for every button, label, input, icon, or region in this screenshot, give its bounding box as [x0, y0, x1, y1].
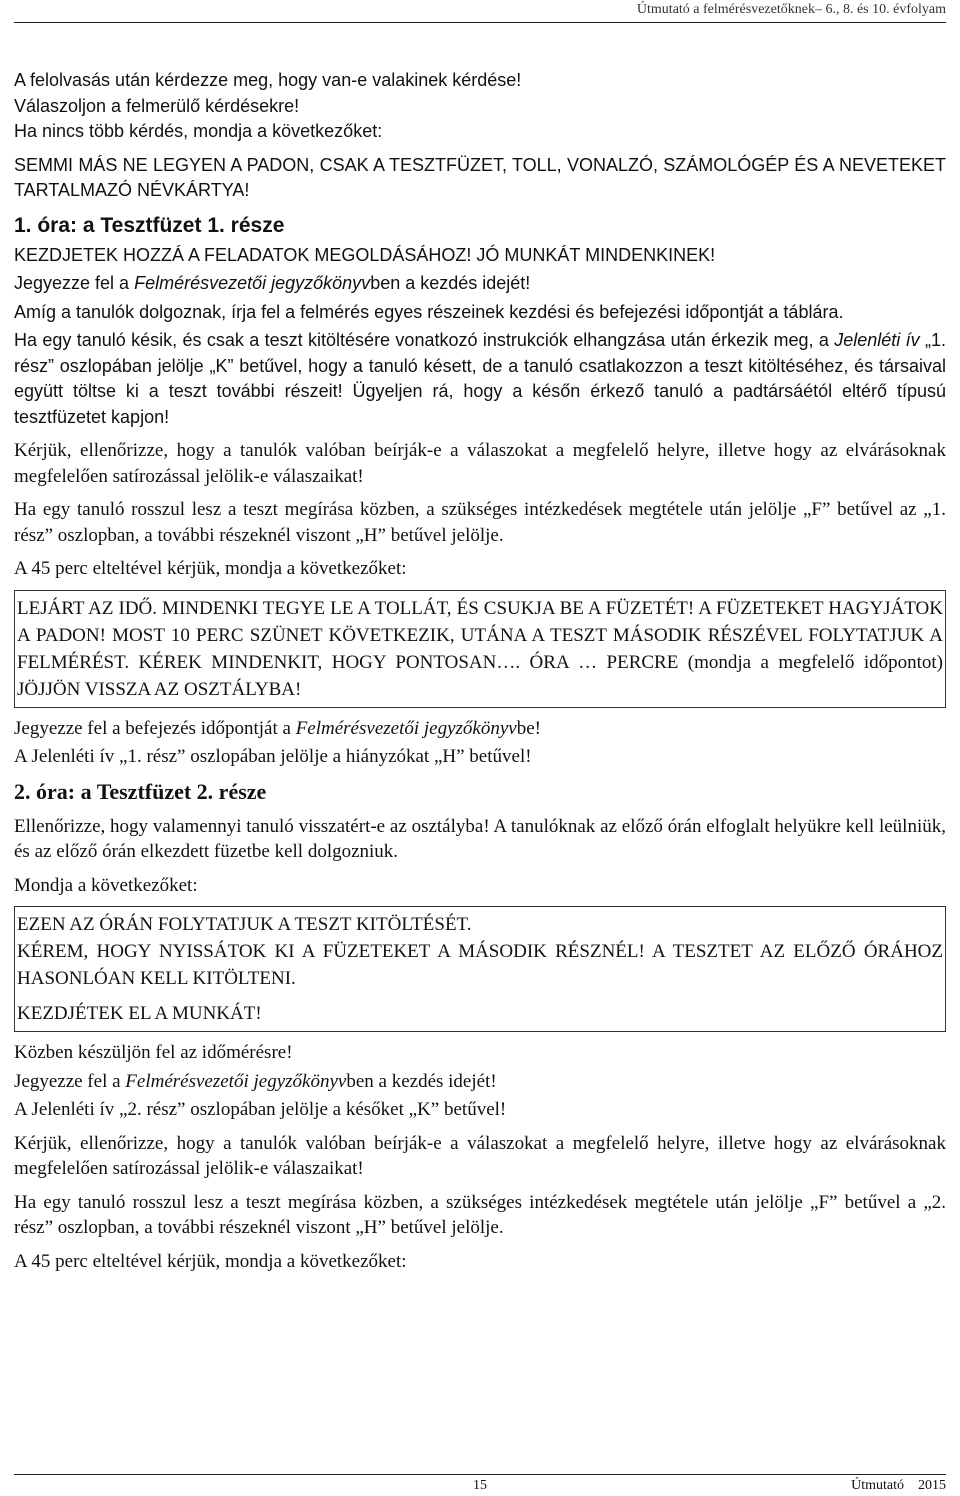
section1-sick: Ha egy tanuló rosszul lesz a teszt megírása közben, a szükséges intézkedések megtétele után jelölje „F” betűvel az „1. rész” oszlopban, a további részeknél viszont „H” betűvel jelölje.: [14, 499, 946, 546]
section1-record-em: Felmérésvezetői jegyzőkönyv: [134, 273, 371, 293]
section1-box-text: LEJÁRT AZ IDŐ. MINDENKI TEGYE LE A TOLLÁT, ÉS CSUKJA BE A FÜZETÉT! A FÜZETEKET HAGYJÁTOK A PADON! MOST 10 PERC SZÜNET KÖVETKEZIK, UTÁNA A TESZT MÁSODIK RÉSZÉVEL FOLYTATJUK A FELMÉRÉST. KÉREK MINDENKIT, HOGY PONTOSAN…. ÓRA … PERCRE (mondja a megfelelő időpontot) JÖJJÖN VISSZA AZ OSZTÁLYBA!: [17, 597, 943, 700]
section1-board: Amíg a tanulók dolgoznak, írja fel a felmérés egyes részeinek kezdési és befejezési időpontját a táblára.: [14, 301, 844, 322]
header-title: Útmutató a felmérésvezetőknek– 6., 8. és 10. évfolyam: [636, 2, 946, 17]
section1-start-text: KEZDJETEK HOZZÁ A FELADATOK MEGOLDÁSÁHOZ! JÓ MUNKÁT MINDENKINEK!: [14, 244, 716, 265]
footer-right: Útmutató 2015: [851, 1478, 946, 1493]
page-content: [14, 68, 946, 1274]
section2-heading: 2. óra: a Tesztfüzet 2. része: [14, 778, 267, 804]
section2-check-return: Ellenőrizze, hogy valamennyi tanuló visszatért-e az osztályba! A tanulóknak az előző órán elfoglalt helyükre kell leülniük, és az előző órán elkezdett füzetbe kell dolgozniuk.: [14, 815, 946, 862]
section2-box-line-1: EZEN AZ ÓRÁN FOLYTATJUK A TESZT KITÖLTÉSÉT.: [17, 914, 472, 935]
section2-instruction-box: [14, 906, 946, 1032]
intro-line-1: A felolvasás után kérdezze meg, hogy van-e valakinek kérdése!: [14, 70, 522, 90]
section1-late-post: „1. rész” oszlopában jelölje „K” betűvel, hogy a tanuló késett, de a tanuló csatlakozzon a teszt kitöltéséhez, és társaival együtt töltse ki a teszt további részeit! Ügyeljen rá, hogy a későn érkező tanuló a padtársáétól eltérő típusú tesztfüzetet kapjon!: [14, 330, 946, 427]
section1-heading: 1. óra: a Tesztfüzet 1. része: [14, 213, 285, 237]
section1-after45: A 45 perc elteltével kérjük, mondja a következőket:: [14, 558, 407, 579]
section1-late-pre: Ha egy tanuló késik, és csak a teszt kitöltésére vonatkozó instrukciók elhangzása után érkezik meg, a: [14, 330, 835, 350]
section2-check: Kérjük, ellenőrizze, hogy a tanulók valóban beírják-e a válaszokat a megfelelő helyre, illetve hogy az elvárásoknak megfelelően satírozással jelölik-e válaszaikat!: [14, 1132, 946, 1179]
section1-instruction-box: [14, 590, 946, 708]
section1-end-pre: Jegyezze fel a befejezés időpontját a: [14, 717, 296, 739]
section1-record-start: [14, 271, 946, 297]
section2-record-post: ben a kezdés idejét!: [346, 1070, 497, 1092]
page-footer: [14, 1474, 946, 1495]
intro-line-2: Válaszoljon a felmerülő kérdésekre!: [14, 95, 300, 116]
section1-end-em: Felmérésvezetői jegyzőkönyv: [295, 717, 517, 739]
section2-say: Mondja a következőket:: [14, 874, 198, 896]
section1-late-em: Jelenléti ív: [834, 330, 920, 350]
section2-box-line-2: KÉREM, HOGY NYISSÁTOK KI A FÜZETEKET A MÁSODIK RÉSZNÉL! A TESZTET AZ ELŐZŐ ÓRÁHOZ HASONLÓAN KELL KITÖLTENI.: [17, 941, 943, 989]
notice-no-items: SEMMI MÁS NE LEGYEN A PADON, CSAK A TESZTFÜZET, TOLL, VONALZÓ, SZÁMOLÓGÉP ÉS A NEVETEKET TARTALMAZÓ NÉVKÁRTYA!: [14, 154, 946, 200]
section2-record-em: Felmérésvezetői jegyzőkönyv: [125, 1070, 347, 1092]
intro-line-3: Ha nincs több kérdés, mondja a következőket:: [14, 121, 383, 141]
section2-record-start: [14, 1069, 946, 1095]
section1-absent: A Jelenléti ív „1. rész” oszlopában jelölje a hiányzókat „H” betűvel!: [14, 746, 532, 767]
section2-timer: Közben készüljön fel az időmérésre!: [14, 1042, 293, 1063]
section1-end-post: be!: [516, 717, 541, 739]
section2-box-line-3: KEZDJÉTEK EL A MUNKÁT!: [17, 1003, 262, 1024]
section1-record-pre: Jegyezze fel a: [14, 273, 135, 293]
section1-record-end: [14, 716, 946, 742]
section1-record-post: ben a kezdés idejét!: [370, 273, 531, 293]
section1-check: Kérjük, ellenőrizze, hogy a tanulók valóban beírják-e a válaszokat a megfelelő helyre, illetve hogy az elvárásoknak megfelelően satírozással jelölik-e válaszaikat!: [14, 440, 946, 487]
section2-after45: A 45 perc elteltével kérjük, mondja a következőket:: [14, 1250, 407, 1272]
page-number: 15: [473, 1478, 487, 1493]
section2-sick: Ha egy tanuló rosszul lesz a teszt megírása közben, a szükséges intézkedések megtétele után jelölje „F” betűvel a „2. rész” oszlopban, a további részeknél viszont „H” betűvel jelölje.: [14, 1191, 946, 1238]
section2-record-pre: Jegyezze fel a: [14, 1070, 126, 1092]
section1-late: [14, 328, 946, 430]
page-header: [14, 2, 946, 23]
section2-late: A Jelenléti ív „2. rész” oszlopában jelölje a későket „K” betűvel!: [14, 1099, 507, 1120]
